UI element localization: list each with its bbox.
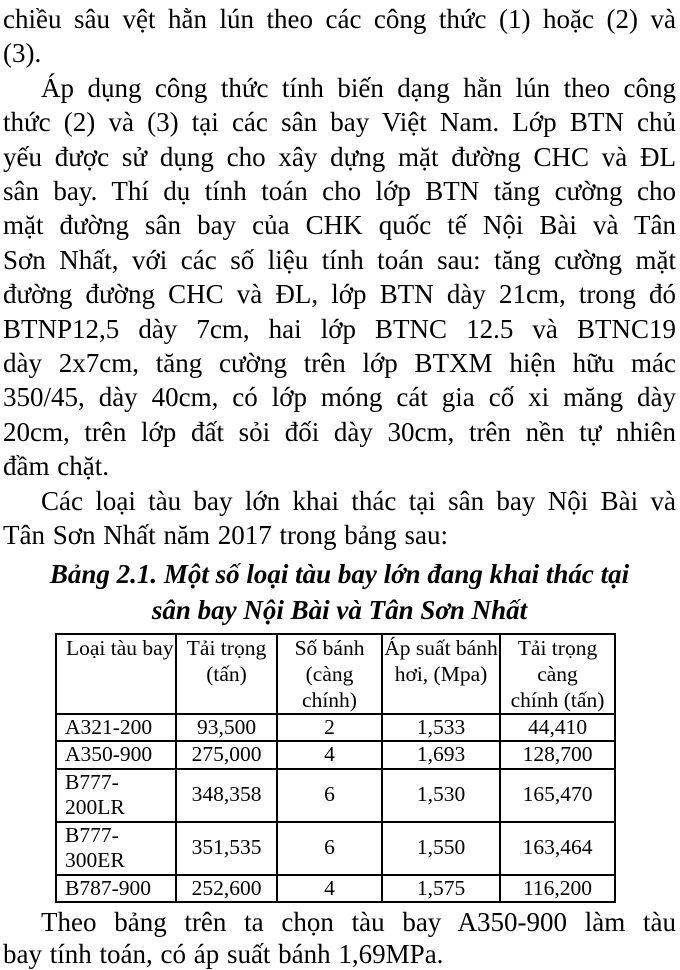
table-cell: 6 (277, 769, 382, 822)
table-header-line: (càng (278, 661, 381, 687)
table-cell: 128,700 (500, 741, 615, 769)
paragraph (3, 71, 676, 484)
table-cell: B777-300ER (56, 822, 176, 875)
table-row (56, 822, 615, 875)
paragraph-line: Sơn Nhất, với các số liệu tính toán sau: tăng cường mặt (3, 243, 676, 277)
table-header-cell (382, 634, 500, 714)
table-cell: 252,600 (176, 875, 277, 903)
paragraph-line: bay tính toán, có áp suất bánh 1,69MPa. (3, 939, 676, 970)
table-cell: 275,000 (176, 741, 277, 769)
paragraph-line: (3). (3, 36, 676, 70)
paragraph-line: Các loại tàu bay lớn khai thác tại sân bay Nội Bài và (3, 484, 676, 518)
table-row (56, 769, 615, 822)
table-header-line: càng (501, 661, 614, 687)
table-cell: B787-900 (56, 875, 176, 903)
table-cell: 93,500 (176, 714, 277, 742)
table-cell: 348,358 (176, 769, 277, 822)
table-cell: 1,533 (382, 714, 500, 742)
paragraph-line: Áp dụng công thức tính biến dạng hằn lún theo công (3, 71, 676, 105)
table-cell: 351,535 (176, 822, 277, 875)
table-header-line: Số bánh (278, 635, 381, 661)
table-cell: 2 (277, 714, 382, 742)
paragraph-line: chiều sâu vệt hằn lún theo các công thức (1) hoặc (2) và (3, 2, 676, 36)
table-row (56, 714, 615, 742)
table-cell: 1,575 (382, 875, 500, 903)
paragraph-line: 20cm, trên lớp đất sỏi đối dày 30cm, trên nền tự nhiên (3, 415, 676, 449)
table-caption (3, 556, 676, 628)
table-header-cell (56, 634, 176, 714)
table-header-line: Tải trọng (177, 635, 276, 661)
closing-paragraph (3, 907, 676, 970)
paragraph-line: Theo bảng trên ta chọn tàu bay A350-900 làm tàu (3, 907, 676, 939)
table-caption-line: sân bay Nội Bài và Tân Sơn Nhất (3, 592, 676, 628)
paragraph-line: 350/45, dày 40cm, có lớp móng cát gia cố xi măng dày (3, 380, 676, 414)
paragraph (3, 484, 676, 553)
table-row (56, 875, 615, 903)
body-text (3, 2, 676, 553)
table-header (56, 634, 615, 714)
table-header-line: chính (tấn) (501, 687, 614, 713)
paragraph-line: đường đường CHC và ĐL, lớp BTN dày 21cm, trong đó (3, 277, 676, 311)
table-header-cell (500, 634, 615, 714)
table-cell: 1,550 (382, 822, 500, 875)
table-header-line: (tấn) (177, 661, 276, 687)
table-header-line: Tải trọng (501, 635, 614, 661)
table-cell: 1,530 (382, 769, 500, 822)
table-cell: 4 (277, 741, 382, 769)
paragraph-line: dày 2x7cm, tăng cường trên lớp BTXM hiện hữu mác (3, 346, 676, 380)
paragraph-line: sân bay. Thí dụ tính toán cho lớp BTN tăng cường cho (3, 174, 676, 208)
table-header-row (56, 634, 615, 714)
table-header-line: Loại tàu bay (57, 635, 175, 661)
table-cell: 44,410 (500, 714, 615, 742)
paragraph-line: yếu được sử dụng cho xây dựng mặt đường CHC và ĐL (3, 140, 676, 174)
paragraph-line: Tân Sơn Nhất năm 2017 trong bảng sau: (3, 518, 676, 552)
table-cell: 4 (277, 875, 382, 903)
paragraph (3, 907, 676, 970)
table-cell: 165,470 (500, 769, 615, 822)
table-header-line: chính) (278, 687, 381, 713)
table-cell: 6 (277, 822, 382, 875)
table-header-cell (277, 634, 382, 714)
table-cell: B777-200LR (56, 769, 176, 822)
table-cell: 1,693 (382, 741, 500, 769)
table-header-line: hơi, (Mpa) (383, 661, 499, 687)
table-cell: 116,200 (500, 875, 615, 903)
paragraph-line: thức (2) và (3) tại các sân bay Việt Nam. Lớp BTN chủ (3, 105, 676, 139)
table-header-cell (176, 634, 277, 714)
paragraph-line: mặt đường sân bay của CHK quốc tế Nội Bài và Tân (3, 208, 676, 242)
table-row (56, 741, 615, 769)
aircraft-table (55, 633, 616, 904)
table-cell: A350-900 (56, 741, 176, 769)
paragraph-line: BTNP12,5 dày 7cm, hai lớp BTNC 12.5 và BTNC19 (3, 312, 676, 346)
table-header-line: Áp suất bánh (383, 635, 499, 661)
paragraph-line: đầm chặt. (3, 449, 676, 483)
paragraph (3, 2, 676, 71)
table-caption-line: Bảng 2.1. Một số loại tàu bay lớn đang khai thác tại (3, 556, 676, 592)
table-body (56, 714, 615, 903)
table-cell: A321-200 (56, 714, 176, 742)
table-cell: 163,464 (500, 822, 615, 875)
